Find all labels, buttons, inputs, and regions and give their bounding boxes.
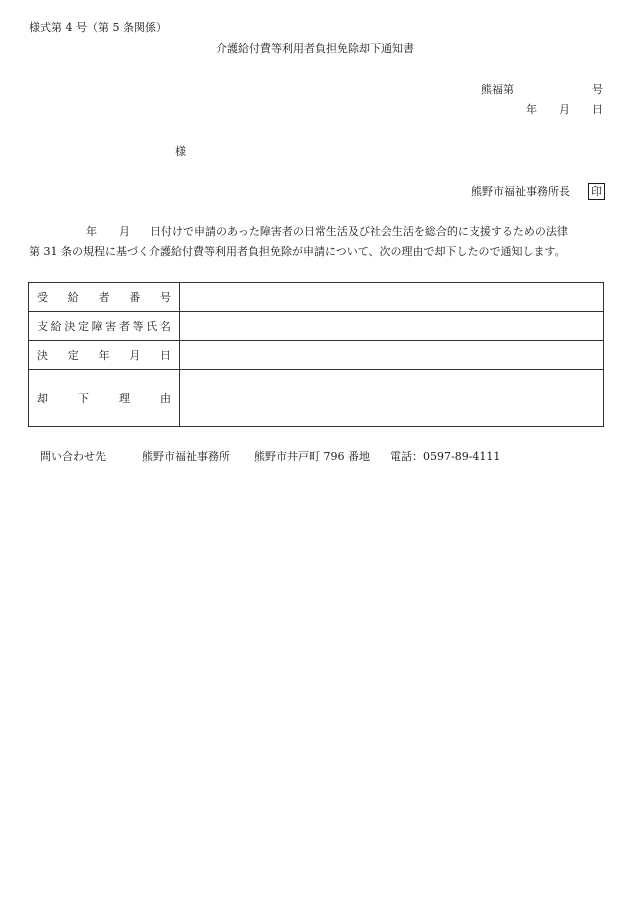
label-char: 年 (98, 349, 110, 362)
row-label-text (37, 318, 171, 334)
label-char: 決 (37, 349, 48, 362)
row-value (180, 341, 604, 370)
contact-office: 熊野市福祉事務所 (142, 450, 230, 463)
row-label (29, 341, 180, 370)
label-char: 給 (50, 320, 62, 333)
issuer (471, 183, 605, 200)
body-line-2: 第 31 条の規程に基づく介護給付費等利用者負担免除が申請について、次の理由で却下したので通知します。 (29, 245, 566, 258)
label-char: 由 (160, 392, 171, 405)
date-day: 日 (592, 103, 603, 116)
reference-suffix: 号 (592, 83, 603, 96)
table-row (29, 370, 604, 427)
date-year: 年 (526, 103, 537, 116)
label-char: 障 (91, 320, 103, 333)
table-row (29, 283, 604, 312)
label-char: 支 (37, 320, 48, 333)
details-table (28, 282, 604, 427)
row-label (29, 312, 180, 341)
body-month: 月 (119, 225, 130, 238)
label-char: 受 (37, 291, 48, 304)
label-char: 月 (129, 349, 141, 362)
label-char: 理 (119, 392, 130, 405)
body-year: 年 (86, 225, 97, 238)
addressee-suffix: 様 (175, 145, 186, 158)
label-char: 定 (67, 349, 79, 362)
label-char: 給 (67, 291, 79, 304)
body-line-1 (86, 226, 568, 237)
row-value (180, 283, 604, 312)
row-value (180, 370, 604, 427)
contact-label: 問い合わせ先 (40, 450, 106, 463)
label-char: 氏 (146, 320, 158, 333)
row-label-text (37, 347, 171, 363)
label-char: 害 (105, 320, 117, 333)
row-label (29, 283, 180, 312)
reference-prefix: 熊福第 (481, 83, 514, 96)
date-month: 月 (559, 103, 570, 116)
row-label-text (37, 390, 171, 406)
label-char: 者 (118, 320, 130, 333)
label-char: 却 (37, 392, 48, 405)
issue-date (526, 104, 603, 115)
label-char: 定 (77, 320, 89, 333)
label-char: 決 (64, 320, 76, 333)
table-row (29, 341, 604, 370)
contact-phone: 電話：0597-89-4111 (390, 450, 501, 463)
form-number: 様式第 4 号（第 5 条関係） (29, 21, 167, 34)
row-label-text (37, 289, 171, 305)
body-line-1-text: 日付けで申請のあった障害者の日常生活及び社会生活を総合的に支援するための法律 (150, 225, 568, 238)
contact-address: 熊野市井戸町 796 番地 (254, 450, 370, 463)
document-title: 介護給付費等利用者負担免除却下通知書 (216, 42, 414, 55)
label-char: 等 (132, 320, 144, 333)
table-row (29, 312, 604, 341)
row-label (29, 370, 180, 427)
seal-box: 印 (588, 183, 605, 200)
label-char: 号 (160, 291, 171, 304)
label-char: 者 (98, 291, 110, 304)
issuer-name: 熊野市福祉事務所長 (471, 185, 570, 198)
label-char: 下 (78, 392, 89, 405)
row-value (180, 312, 604, 341)
reference-number (481, 84, 603, 95)
label-char: 日 (160, 349, 171, 362)
label-char: 番 (129, 291, 141, 304)
label-char: 名 (159, 320, 171, 333)
